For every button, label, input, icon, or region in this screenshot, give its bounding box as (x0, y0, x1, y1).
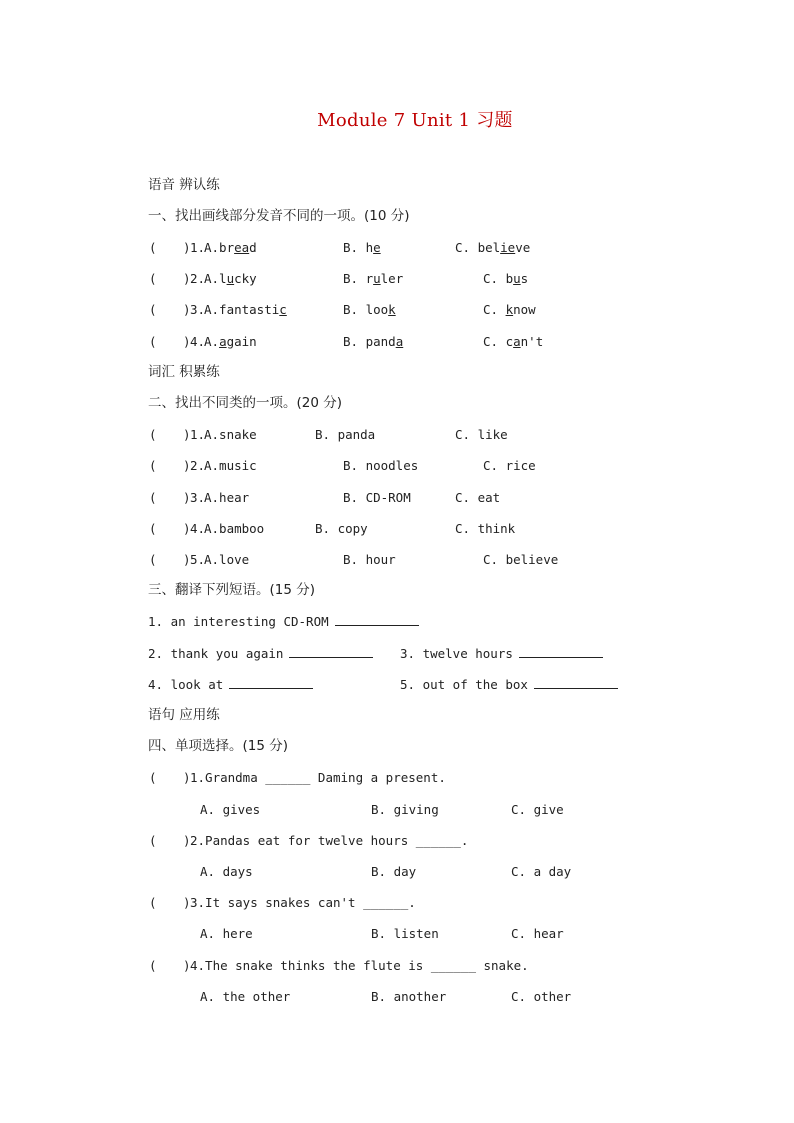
answer-bracket-close: ) (183, 895, 191, 910)
answer-bracket-open: ( (149, 770, 157, 785)
option-a: A.music (204, 458, 257, 473)
option-b: B. panda (315, 427, 376, 442)
q1-item (0, 238, 794, 258)
option-b: B. noodles (343, 458, 419, 473)
item-number: 3. (190, 302, 206, 317)
option-c: C. other (511, 989, 572, 1004)
option-a: A. the other (200, 989, 291, 1004)
phrase-item: 3. twelve hours (400, 644, 603, 664)
item-number: 2. (190, 271, 206, 286)
answer-blank[interactable] (335, 612, 419, 626)
option-a: A.love (204, 552, 250, 567)
item-number: 1. (190, 427, 206, 442)
answer-blank[interactable] (229, 675, 313, 689)
q3-row (0, 644, 794, 664)
answer-bracket-open: ( (149, 458, 157, 473)
option-a: A. here (200, 926, 253, 941)
answer-bracket-open: ( (149, 240, 157, 255)
item-number: 4. (190, 334, 206, 349)
option-c: C. rice (483, 458, 536, 473)
q3-row (0, 612, 794, 632)
q4-item-options (0, 987, 794, 1007)
q4-item-stem (0, 893, 794, 913)
q2-item (0, 488, 794, 508)
answer-bracket-close: ) (183, 334, 191, 349)
q4-item-options (0, 924, 794, 944)
q4-item-options (0, 862, 794, 882)
option-c: C. like (455, 427, 508, 442)
q4-heading: 四、单项选择。(15 分) (148, 738, 289, 754)
item-number: 1. (190, 240, 206, 255)
page-title: Module 7 Unit 1 习题 (317, 110, 513, 131)
option-c: C. think (455, 521, 516, 536)
item-number: 3. (190, 490, 206, 505)
item-number: 2. (190, 458, 206, 473)
answer-bracket-open: ( (149, 490, 157, 505)
q4-item-stem (0, 831, 794, 851)
q3-row (0, 675, 794, 695)
answer-bracket-open: ( (149, 552, 157, 567)
q4-item-options (0, 800, 794, 820)
answer-bracket-open: ( (149, 521, 157, 536)
option-a: A.snake (204, 427, 257, 442)
answer-bracket-open: ( (149, 271, 157, 286)
answer-bracket-open: ( (149, 302, 157, 317)
q2-item (0, 519, 794, 539)
q2-item (0, 456, 794, 476)
answer-bracket-close: ) (183, 958, 191, 973)
question-stem: 4.The snake thinks the flute is ______ snake. (190, 958, 529, 973)
q3-heading: 三、翻译下列短语。(15 分) (148, 582, 316, 598)
option-a: A.bread (204, 240, 257, 255)
answer-bracket-close: ) (183, 833, 191, 848)
option-c: C. bus (483, 271, 529, 286)
q1-item (0, 269, 794, 289)
answer-bracket-open: ( (149, 427, 157, 442)
option-b: B. another (371, 989, 447, 1004)
option-c: C. a day (511, 864, 572, 879)
section-label-sentences: 语句 应用练 (148, 707, 220, 723)
answer-bracket-open: ( (149, 833, 157, 848)
option-a: A. gives (200, 802, 261, 817)
option-a: A.lucky (204, 271, 257, 286)
option-c: C. know (483, 302, 536, 317)
section-label-vocabulary: 词汇 积累练 (148, 364, 220, 380)
answer-bracket-open: ( (149, 958, 157, 973)
phrase-item: 5. out of the box (400, 675, 618, 695)
option-b: B. he (343, 240, 381, 255)
option-b: B. CD-ROM (343, 490, 411, 505)
answer-bracket-close: ) (183, 240, 191, 255)
q4-item-stem (0, 768, 794, 788)
q1-item (0, 300, 794, 320)
answer-bracket-close: ) (183, 427, 191, 442)
answer-bracket-close: ) (183, 302, 191, 317)
answer-bracket-close: ) (183, 770, 191, 785)
phrase-item: 2. thank you again (148, 644, 373, 664)
phrase-item: 4. look at (148, 675, 313, 695)
option-c: C. give (511, 802, 564, 817)
option-a: A.bamboo (204, 521, 265, 536)
item-number: 5. (190, 552, 206, 567)
q1-item (0, 332, 794, 352)
option-b: B. hour (343, 552, 396, 567)
option-c: C. eat (455, 490, 501, 505)
option-c: C. can't (483, 334, 544, 349)
option-c: C. believe (483, 552, 559, 567)
answer-blank[interactable] (519, 644, 603, 658)
option-b: B. day (371, 864, 417, 879)
answer-bracket-open: ( (149, 895, 157, 910)
option-b: B. copy (315, 521, 368, 536)
q2-item (0, 550, 794, 570)
answer-blank[interactable] (534, 675, 618, 689)
answer-bracket-close: ) (183, 552, 191, 567)
option-a: A.again (204, 334, 257, 349)
answer-bracket-close: ) (183, 458, 191, 473)
question-stem: 2.Pandas eat for twelve hours ______. (190, 833, 469, 848)
answer-bracket-close: ) (183, 271, 191, 286)
option-a: A.fantastic (204, 302, 287, 317)
q1-heading: 一、找出画线部分发音不同的一项。(10 分) (148, 208, 410, 224)
option-b: B. ruler (343, 271, 404, 286)
option-b: B. look (343, 302, 396, 317)
item-number: 4. (190, 521, 206, 536)
q4-item-stem (0, 956, 794, 976)
question-stem: 1.Grandma ______ Daming a present. (190, 770, 446, 785)
option-c: C. hear (511, 926, 564, 941)
option-a: A.hear (204, 490, 250, 505)
option-b: B. listen (371, 926, 439, 941)
answer-bracket-close: ) (183, 490, 191, 505)
option-c: C. believe (455, 240, 531, 255)
answer-blank[interactable] (289, 644, 373, 658)
section-label-phonics: 语音 辨认练 (148, 177, 220, 193)
q2-heading: 二、找出不同类的一项。(20 分) (148, 395, 343, 411)
phrase-item: 1. an interesting CD-ROM (148, 612, 419, 632)
option-b: B. panda (343, 334, 404, 349)
option-a: A. days (200, 864, 253, 879)
q2-item (0, 425, 794, 445)
answer-bracket-close: ) (183, 521, 191, 536)
question-stem: 3.It says snakes can't ______. (190, 895, 416, 910)
answer-bracket-open: ( (149, 334, 157, 349)
option-b: B. giving (371, 802, 439, 817)
